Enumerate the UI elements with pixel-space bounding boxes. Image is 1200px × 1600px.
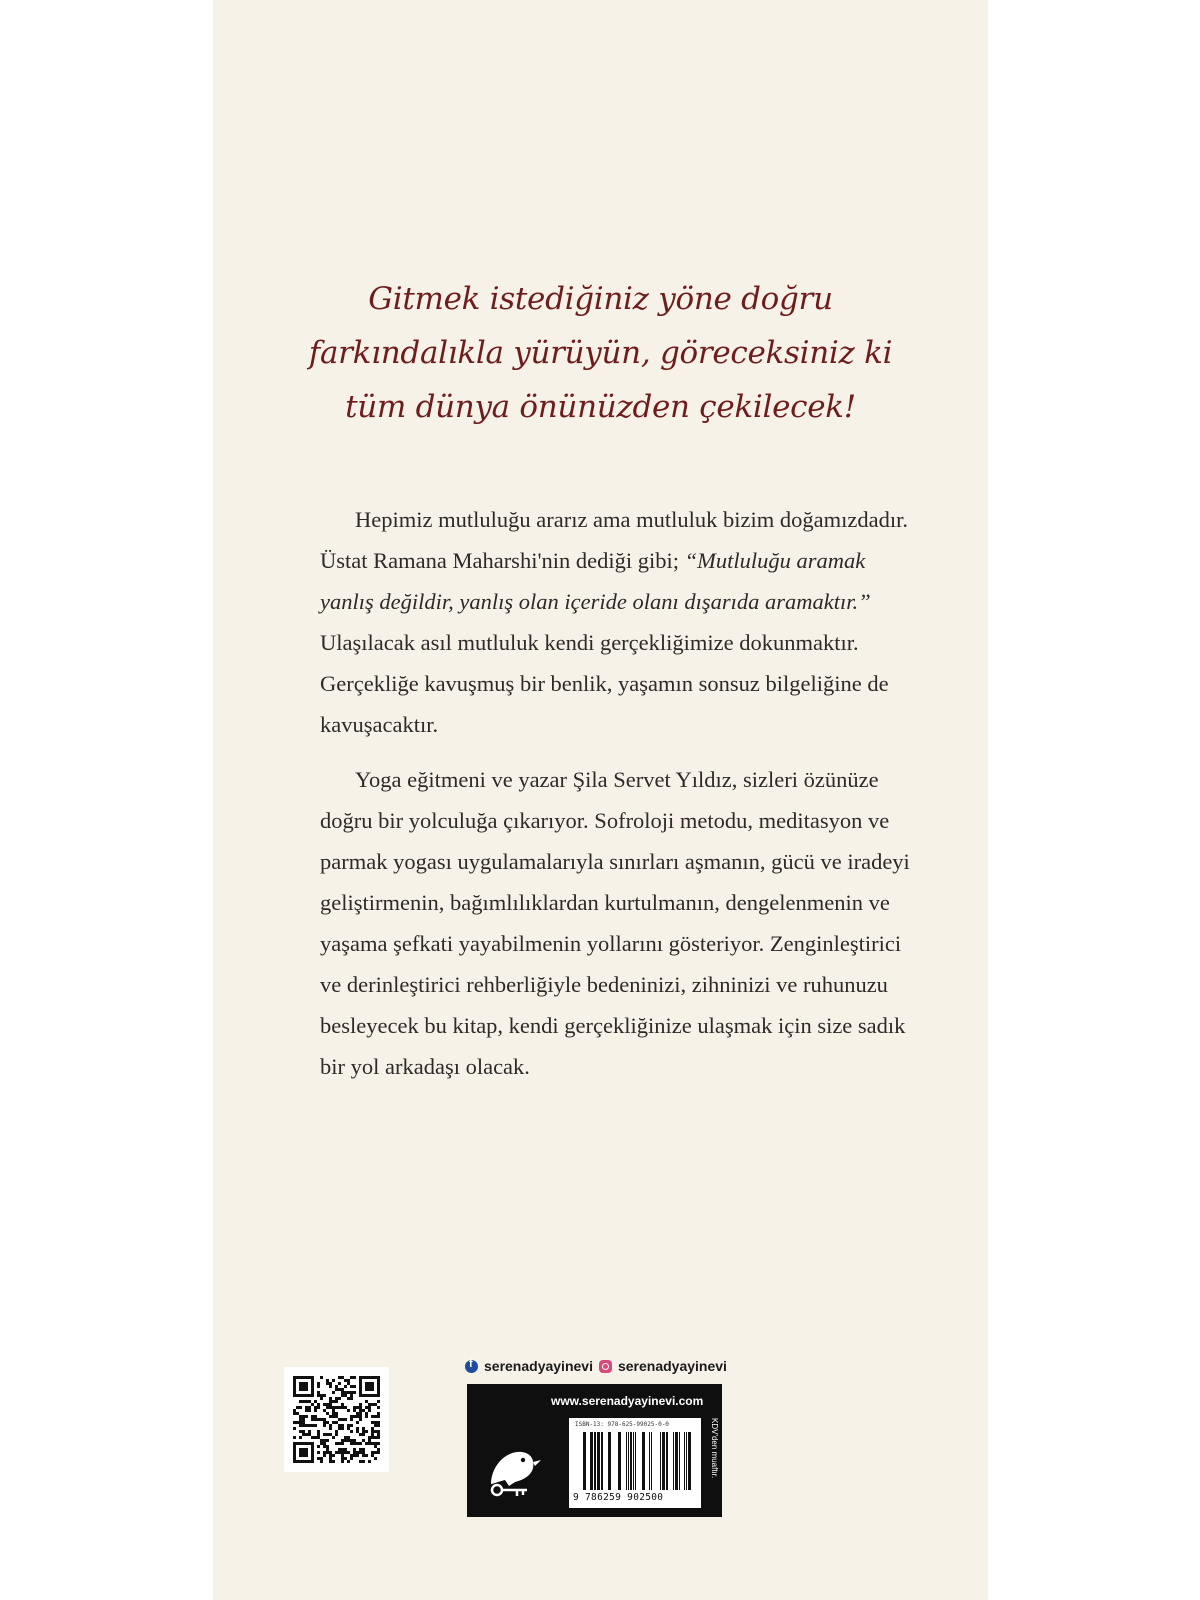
instagram-handle[interactable]: serenadyayinevi [617, 1358, 727, 1374]
paragraph-line: ve derinleştirici rehberliğiyle bedeninizi, zihninizi ve ruhunuzu [320, 972, 888, 997]
paragraph-text: Üstat Ramana Maharshi'nin dediği gibi; [320, 548, 685, 573]
paragraph-line: kavuşacaktır. [320, 712, 439, 737]
tax-note: KDV'den muaftır. [710, 1418, 719, 1479]
paragraph-line: doğru bir yolculuğa çıkarıyor. Sofroloji metodu, meditasyon ve [320, 808, 890, 833]
paragraph-line [320, 540, 880, 581]
paragraph-line: geliştirmenin, bağımlılıklardan kurtulmanın, dengelenmenin ve [320, 890, 890, 915]
paragraph-line: parmak yogası uygulamalarıyla sınırları aşmanın, gücü ve iradeyi [320, 849, 910, 874]
blurb-text [320, 499, 910, 1101]
paragraph-line: bir yol arkadaşı olacak. [320, 1054, 530, 1079]
paragraph-line: Gerçekliğe kavuşmuş bir benlik, yaşamın sonsuz bilgeliğine de [320, 671, 889, 696]
paragraph-line: besleyecek bu kitap, kendi gerçekliğinize ulaşmak için size sadık [320, 1013, 906, 1038]
bird-key-logo-icon [483, 1440, 555, 1500]
barcode-icon [581, 1432, 693, 1490]
cover-quote [213, 272, 988, 434]
blurb-paragraph-1 [320, 499, 908, 745]
facebook-handle[interactable]: serenadyayinevi [484, 1358, 593, 1374]
instagram-icon [599, 1360, 612, 1373]
blurb-paragraph-2 [320, 759, 910, 1087]
quote-line: Gitmek istediğiniz yöne doğru [368, 281, 833, 317]
quote-line: farkındalıkla yürüyün, göreceksiniz ki [308, 335, 893, 371]
barcode-number: 9 786259 902500 [573, 1492, 664, 1503]
qr-code-icon [293, 1376, 380, 1463]
publisher-block [467, 1384, 722, 1517]
paragraph-line: Yoga eğitmeni ve yazar Şila Servet Yıldız, sizleri özünüze [355, 767, 879, 792]
maharshi-quote-start: “Mutluluğu aramak [684, 548, 866, 573]
facebook-icon [465, 1360, 478, 1373]
maharshi-quote-end: yanlış değildir, yanlış olan içeride olanı dışarıda aramaktır.” [320, 589, 871, 614]
publisher-website[interactable]: www.serenadyayinevi.com [551, 1394, 704, 1408]
isbn-text: ISBN-13: 978-625-99025-0-0 [575, 1421, 669, 1428]
paragraph-line: yaşama şefkati yayabilmenin yollarını gösteriyor. Zenginleştirici [320, 931, 902, 956]
qr-code[interactable] [284, 1367, 389, 1472]
paragraph-line: Hepimiz mutluluğu ararız ama mutluluk bizim doğamızdadır. [355, 507, 908, 532]
quote-line: tüm dünya önünüzden çekilecek! [345, 389, 856, 425]
isbn-barcode [569, 1418, 701, 1508]
social-handles [465, 1354, 740, 1378]
paragraph-line: Ulaşılacak asıl mutluluk kendi gerçekliğimize dokunmaktır. [320, 630, 859, 655]
book-back-cover [213, 0, 988, 1600]
